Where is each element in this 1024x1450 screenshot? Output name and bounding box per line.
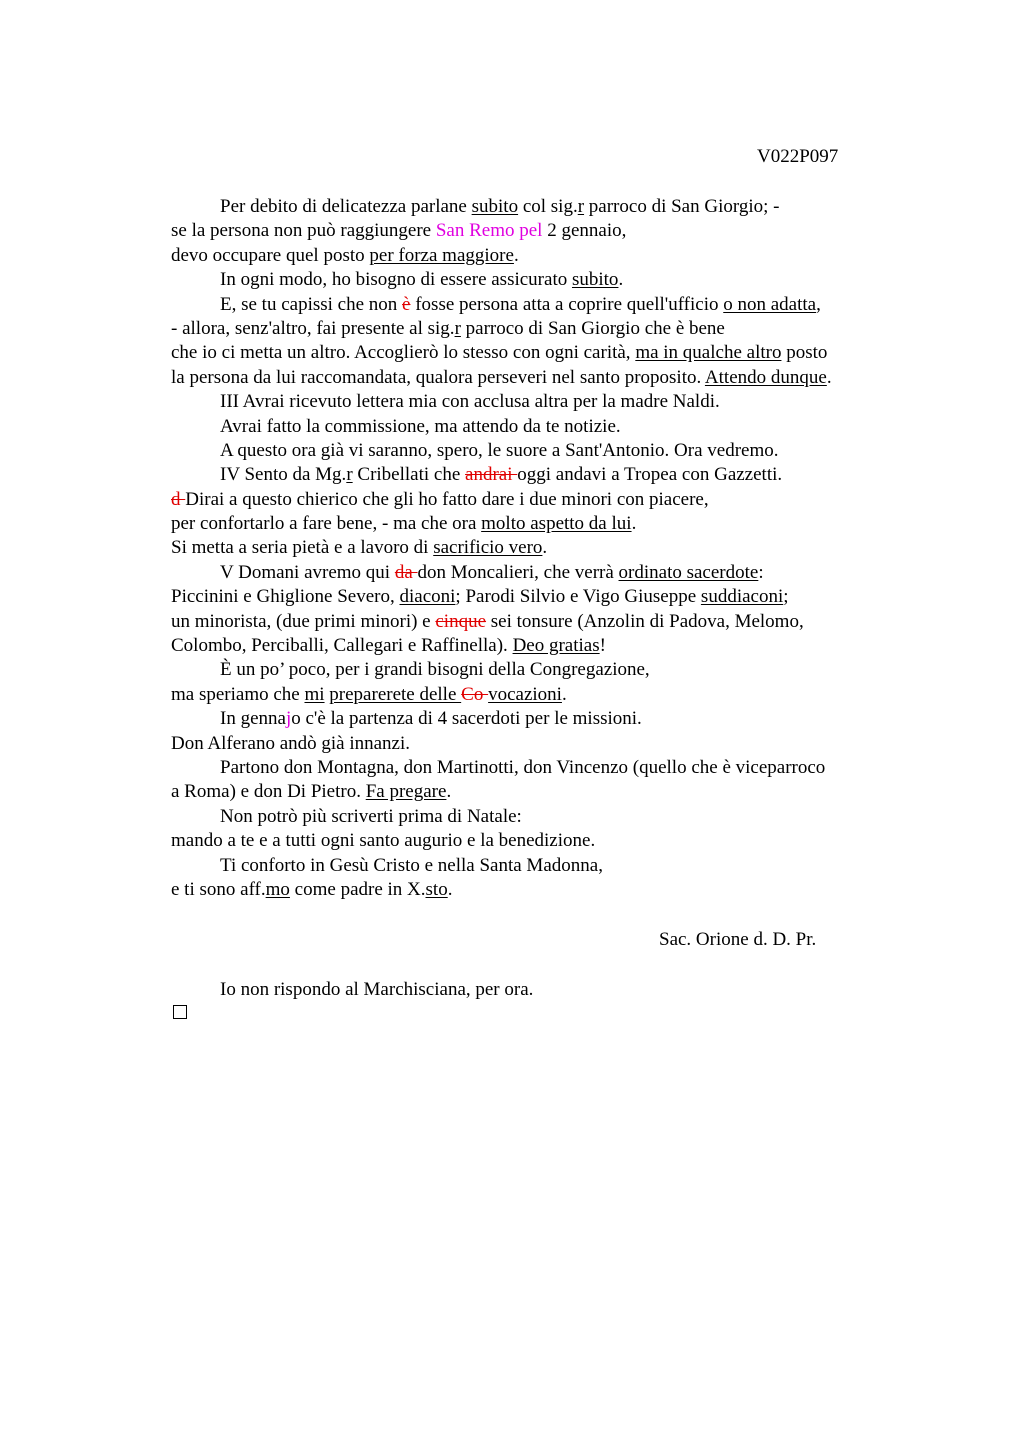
text-segment: . — [542, 537, 548, 559]
letter-line — [171, 732, 911, 756]
letter-line — [171, 488, 911, 512]
underlined-text: per forza maggiore — [369, 244, 514, 266]
underlined-text: sacrificio vero — [433, 537, 543, 559]
signature: Sac. Orione d. D. Pr. — [659, 929, 817, 950]
text-segment: III Avrai ricevuto lettera mia con acclusa altra per la madre Naldi. — [220, 391, 720, 413]
text-segment: ; — [783, 586, 789, 608]
letter-line — [171, 341, 911, 365]
letter-line — [171, 366, 911, 390]
text-segment: Ti conforto in Gesù Cristo e nella Santa Madonna, — [220, 854, 603, 876]
underlined-text: subito — [471, 196, 519, 217]
underlined-text: r — [454, 317, 461, 339]
deleted-text: d — [171, 488, 186, 510]
text-segment: devo occupare quel posto — [171, 244, 370, 266]
text-segment: Don Alferano andò già innanzi. — [171, 732, 411, 754]
letter-line — [171, 854, 911, 878]
text-segment: . — [561, 683, 567, 705]
text-segment: Non potrò più scriverti prima di Natale: — [220, 805, 522, 827]
end-marker-box — [173, 1005, 187, 1019]
text-segment: 2 gennaio, — [542, 220, 627, 242]
deleted-text: andrai — [465, 464, 518, 486]
letter-line — [171, 634, 911, 658]
letter-line — [171, 317, 911, 341]
letter-line — [171, 610, 911, 634]
text-segment: ; Parodi Silvio e Vigo Giuseppe — [455, 586, 701, 608]
text-segment: IV Sento da Mg. — [220, 464, 347, 486]
text-segment: parroco di San Giorgio; - — [584, 196, 780, 217]
text-segment: In ogni modo, ho bisogno di essere assicurato — [220, 269, 572, 291]
letter-line — [171, 878, 911, 902]
text-segment: posto — [781, 342, 828, 364]
letter-line — [171, 512, 911, 536]
text-segment: Si metta a seria pietà e a lavoro di — [171, 537, 434, 559]
text-segment: don Moncalieri, che verrà — [417, 561, 619, 583]
underlined-text: Deo gratias — [512, 635, 600, 657]
letter-line — [171, 829, 911, 853]
text-segment: - allora, senz'altro, fai presente al sig. — [171, 317, 455, 339]
text-segment: parroco di San Giorgio che è bene — [460, 317, 725, 339]
letter-line — [171, 415, 911, 439]
underlined-text: sto — [425, 878, 448, 900]
underlined-text: ma in qualche altro — [635, 342, 782, 364]
underlined-text: diaconi — [399, 586, 456, 608]
deleted-text: cinque — [435, 610, 487, 632]
text-segment: . — [826, 366, 832, 388]
text-segment: In genna — [220, 708, 286, 730]
text-segment: Per debito di delicatezza parlane — [220, 196, 472, 217]
underlined-text: o non adatta — [723, 293, 817, 315]
underlined-text: molto aspetto da lui — [481, 513, 632, 535]
text-segment: ! — [599, 635, 606, 657]
text-segment: sei tonsure (Anzolin di Padova, Melomo, — [486, 610, 804, 632]
text-segment: la persona da lui raccomandata, qualora perseveri nel santo proposito. — [171, 366, 705, 388]
text-segment: mando a te e a tutti ogni santo augurio e la benedizione. — [171, 830, 596, 852]
text-segment: per confortarlo a fare bene, - ma che ora — [171, 513, 482, 535]
letter-line — [171, 244, 911, 268]
inserted-text: San Remo pel — [435, 220, 543, 242]
postscript: Io non rispondo al Marchisciana, per ora. — [220, 979, 534, 1000]
letter-line — [171, 390, 911, 414]
text-segment: oggi andavi a Tropea con Gazzetti. — [517, 464, 783, 486]
text-segment: Cribellati che — [352, 464, 466, 486]
text-segment: Piccinini e Ghiglione Severo, — [171, 586, 400, 608]
underlined-text: Attendo dunque — [704, 366, 827, 388]
letter-line — [171, 805, 911, 829]
text-segment: se la persona non può raggiungere — [171, 220, 436, 242]
deleted-text: da — [394, 561, 418, 583]
page-identifier: V022P097 — [757, 146, 839, 167]
letter-line — [171, 293, 911, 317]
letter-line — [171, 585, 911, 609]
letter-line — [171, 683, 911, 707]
letter-body — [171, 195, 911, 902]
text-segment: . — [631, 513, 637, 535]
letter-line — [171, 439, 911, 463]
text-segment: E, se tu capissi che non — [220, 293, 403, 315]
letter-line — [171, 707, 911, 731]
text-segment: È un po’ poco, per i grandi bisogni della Congregazione, — [220, 659, 650, 681]
letter-line — [171, 536, 911, 560]
letter-line — [171, 219, 911, 243]
underlined-text: subito — [571, 269, 619, 291]
text-segment: fosse persona atta a coprire quell'ufficio — [410, 293, 724, 315]
deleted-text: è — [402, 293, 411, 315]
text-segment: col sig. — [518, 196, 578, 217]
text-segment: e ti sono aff. — [171, 878, 266, 900]
text-segment: . — [513, 244, 519, 266]
text-segment: . — [447, 878, 453, 900]
text-segment: ma speriamo che — [171, 683, 305, 705]
underlined-text: ordinato sacerdote — [618, 561, 759, 583]
underlined-text: r — [346, 464, 353, 486]
underlined-text: r — [577, 196, 585, 217]
underlined-text: mi — [304, 683, 325, 705]
deleted-text: Co — [461, 683, 489, 705]
letter-line — [171, 195, 911, 219]
letter-line — [171, 756, 911, 780]
text-segment: Dirai a questo chierico che gli ho fatto dare i due minori con piacere, — [185, 488, 709, 510]
text-segment: o c'è la partenza di 4 sacerdoti per le missioni. — [291, 708, 642, 730]
text-segment: , — [816, 293, 821, 315]
inserted-text: j — [285, 708, 292, 730]
text-segment: a Roma) e don Di Pietro. — [171, 781, 366, 803]
text-segment: Partono don Montagna, don Martinotti, don Vincenzo (quello che è viceparroco — [220, 756, 826, 778]
underlined-text: vocazioni — [488, 683, 562, 705]
text-segment: come padre in X. — [289, 878, 426, 900]
letter-line — [171, 561, 911, 585]
underlined-text: preparerete delle — [329, 683, 462, 705]
text-segment: Colombo, Perciballi, Callegari e Raffinella). — [171, 635, 513, 657]
letter-line — [171, 463, 911, 487]
text-segment: V Domani avremo qui — [220, 561, 395, 583]
text-segment: A questo ora già vi saranno, spero, le suore a Sant'Antonio. Ora vedremo. — [220, 439, 779, 461]
letter-line — [171, 780, 911, 804]
text-segment: Avrai fatto la commissione, ma attendo da te notizie. — [220, 415, 621, 437]
letter-line — [171, 658, 911, 682]
text-segment: . — [618, 269, 624, 291]
text-segment: . — [446, 781, 452, 803]
underlined-text: suddiaconi — [700, 586, 784, 608]
underlined-text: Fa pregare — [365, 781, 447, 803]
text-segment: che io ci metta un altro. Accoglierò lo stesso con ogni carità, — [171, 342, 636, 364]
text-segment: : — [758, 561, 764, 583]
underlined-text: mo — [265, 878, 290, 900]
letter-line — [171, 268, 911, 292]
text-segment: un minorista, (due primi minori) e — [171, 610, 436, 632]
